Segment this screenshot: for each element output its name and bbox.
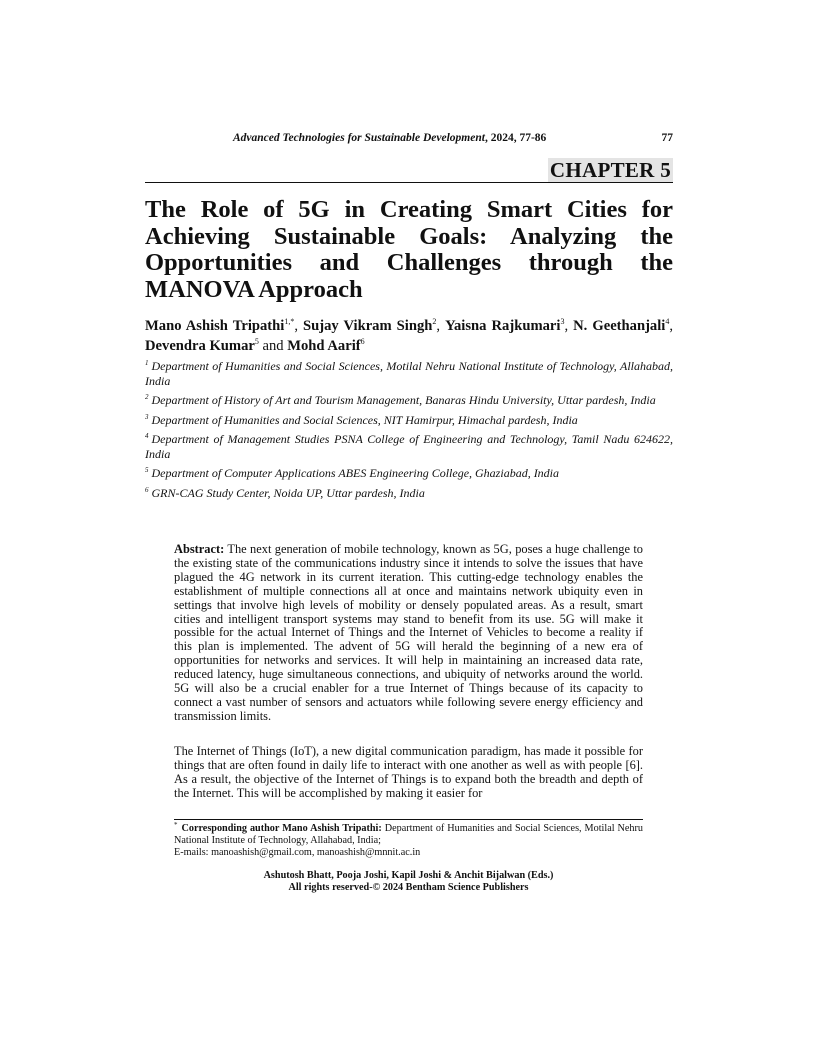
affiliation-number: 3	[145, 412, 149, 421]
affiliation-text: Department of Management Studies PSNA College of Engineering and Technology, Tamil Nadu 624622, India	[145, 432, 673, 461]
author-affil-mark: 1,*	[284, 317, 295, 327]
author-separator: ,	[669, 318, 673, 334]
affiliation	[145, 413, 673, 428]
affiliation-text: GRN-CAG Study Center, Noida UP, Uttar pardesh, India	[151, 485, 425, 500]
page-number: 77	[661, 132, 673, 144]
footnote-rule	[174, 819, 643, 820]
affiliation-text: Department of Humanities and Social Sciences, NIT Hamirpur, Himachal pardesh, India	[151, 412, 578, 427]
author	[145, 338, 287, 354]
author-affil-mark: 4	[665, 317, 670, 327]
author-affil-mark: 2	[432, 317, 437, 327]
abstract	[174, 543, 643, 724]
author-separator: and	[258, 338, 288, 354]
author-name: N. Geethanjali	[573, 318, 666, 334]
affiliation	[145, 466, 673, 481]
author-separator: ,	[564, 318, 574, 334]
abstract-label: Abstract:	[174, 542, 225, 556]
affiliation-number: 2	[145, 393, 149, 401]
abstract-text: The next generation of mobile technology, known as 5G, poses a huge challenge to the existing state of the communications industry since it intends to solve the issues that have plagued the 4G network in its current iteration. This cutting-edge technology enables the establishment of multiple connections all at once and maintains network ubiquity even in settings that involve high levels of mobility or densely populated areas. As a result, smart cities and intelligent transport systems may stand to benefit from its use. 5G will make it possible for the actual Internet of Things and the Internet of Vehicles to become a reality if this plan is implemented. The advent of 5G will herald the beginning of a new era of opportunities for networks and services. It will help in maintaining an increased data rate, reduced latency, huge simultaneous connections, and ubiquity of networks around the world. 5G will also be a crucial enabler for a true Internet of Things because of its capacity to connect a vast number of sensors and actuators while following severe energy efficiency and transmission limits.	[174, 542, 643, 723]
author-name: Mano Ashish Tripathi	[145, 318, 285, 334]
affiliation-number: 6	[145, 485, 149, 494]
header-rule	[145, 182, 673, 183]
author-affil-mark: 5	[254, 337, 259, 347]
author	[573, 318, 673, 334]
affiliation-number: 4	[145, 432, 149, 440]
author-list	[145, 316, 673, 356]
affiliation	[145, 359, 673, 388]
chapter-label: CHAPTER 5	[549, 158, 671, 182]
affiliation-text: Department of Computer Applications ABES Engineering College, Ghaziabad, India	[151, 466, 560, 480]
author	[145, 318, 303, 334]
author	[445, 318, 573, 334]
paper-title: The Role of 5G in Creating Smart Cities for Achieving Sustainable Goals: Analyzing the Opportunities and Challenges through the MANOVA Approach	[145, 196, 673, 303]
affiliation-text: Department of History of Art and Tourism Management, Banaras Hindu University, Uttar pardesh, India	[151, 393, 656, 407]
author-name: Yaisna Rajkumari	[445, 318, 561, 334]
editors-line: Ashutosh Bhatt, Pooja Joshi, Kapil Joshi & Anchit Bijalwan (Eds.)	[263, 870, 554, 881]
author-name: Devendra Kumar	[145, 338, 255, 354]
affiliation	[145, 432, 673, 461]
author-name: Sujay Vikram Singh	[303, 318, 433, 334]
author-affil-mark: 3	[560, 317, 565, 327]
affiliation-number: 5	[145, 466, 149, 474]
footnote-label: Corresponding author Mano Ashish Tripathi:	[181, 823, 382, 834]
footnote-emails: E-mails: manoashish@gmail.com, manoashish@mnnit.ac.in	[174, 847, 421, 858]
journal-info: , 2024, 77-86	[484, 132, 547, 144]
footnote-mark: *	[174, 820, 178, 829]
author	[303, 318, 445, 334]
footnote-main	[174, 820, 643, 847]
journal-citation	[233, 132, 546, 144]
affiliation	[145, 393, 673, 408]
publisher-footer	[174, 870, 643, 894]
author-name: Mohd Aarif	[287, 338, 361, 354]
corresponding-author-footnote	[174, 820, 643, 859]
body-paragraph: The Internet of Things (IoT), a new digital communication paradigm, has made it possible for things that are often found in daily life to interact with one another as well as with people [6]. As a result, the objective of the Internet of Things is to expand both the breadth and depth of the Internet. This will be accomplished by making it easier for	[174, 744, 643, 800]
affiliation	[145, 486, 673, 501]
affiliation-list	[145, 359, 673, 505]
affiliation-number: 1	[145, 359, 149, 367]
author-affil-mark: 6	[360, 337, 365, 347]
footnote-text: Department of Humanities and Social Sciences, Motilal Nehru National Institute of Technology, Allahabad, India;	[174, 823, 643, 846]
journal-name: Advanced Technologies for Sustainable Development	[233, 132, 485, 144]
copyright-line: All rights reserved-© 2024 Bentham Science Publishers	[288, 882, 529, 893]
affiliation-text: Department of Humanities and Social Sciences, Motilal Nehru National Institute of Technology, Allahabad, India	[145, 359, 673, 388]
author-separator: ,	[436, 318, 446, 334]
author	[287, 338, 364, 354]
author-separator: ,	[294, 318, 304, 334]
